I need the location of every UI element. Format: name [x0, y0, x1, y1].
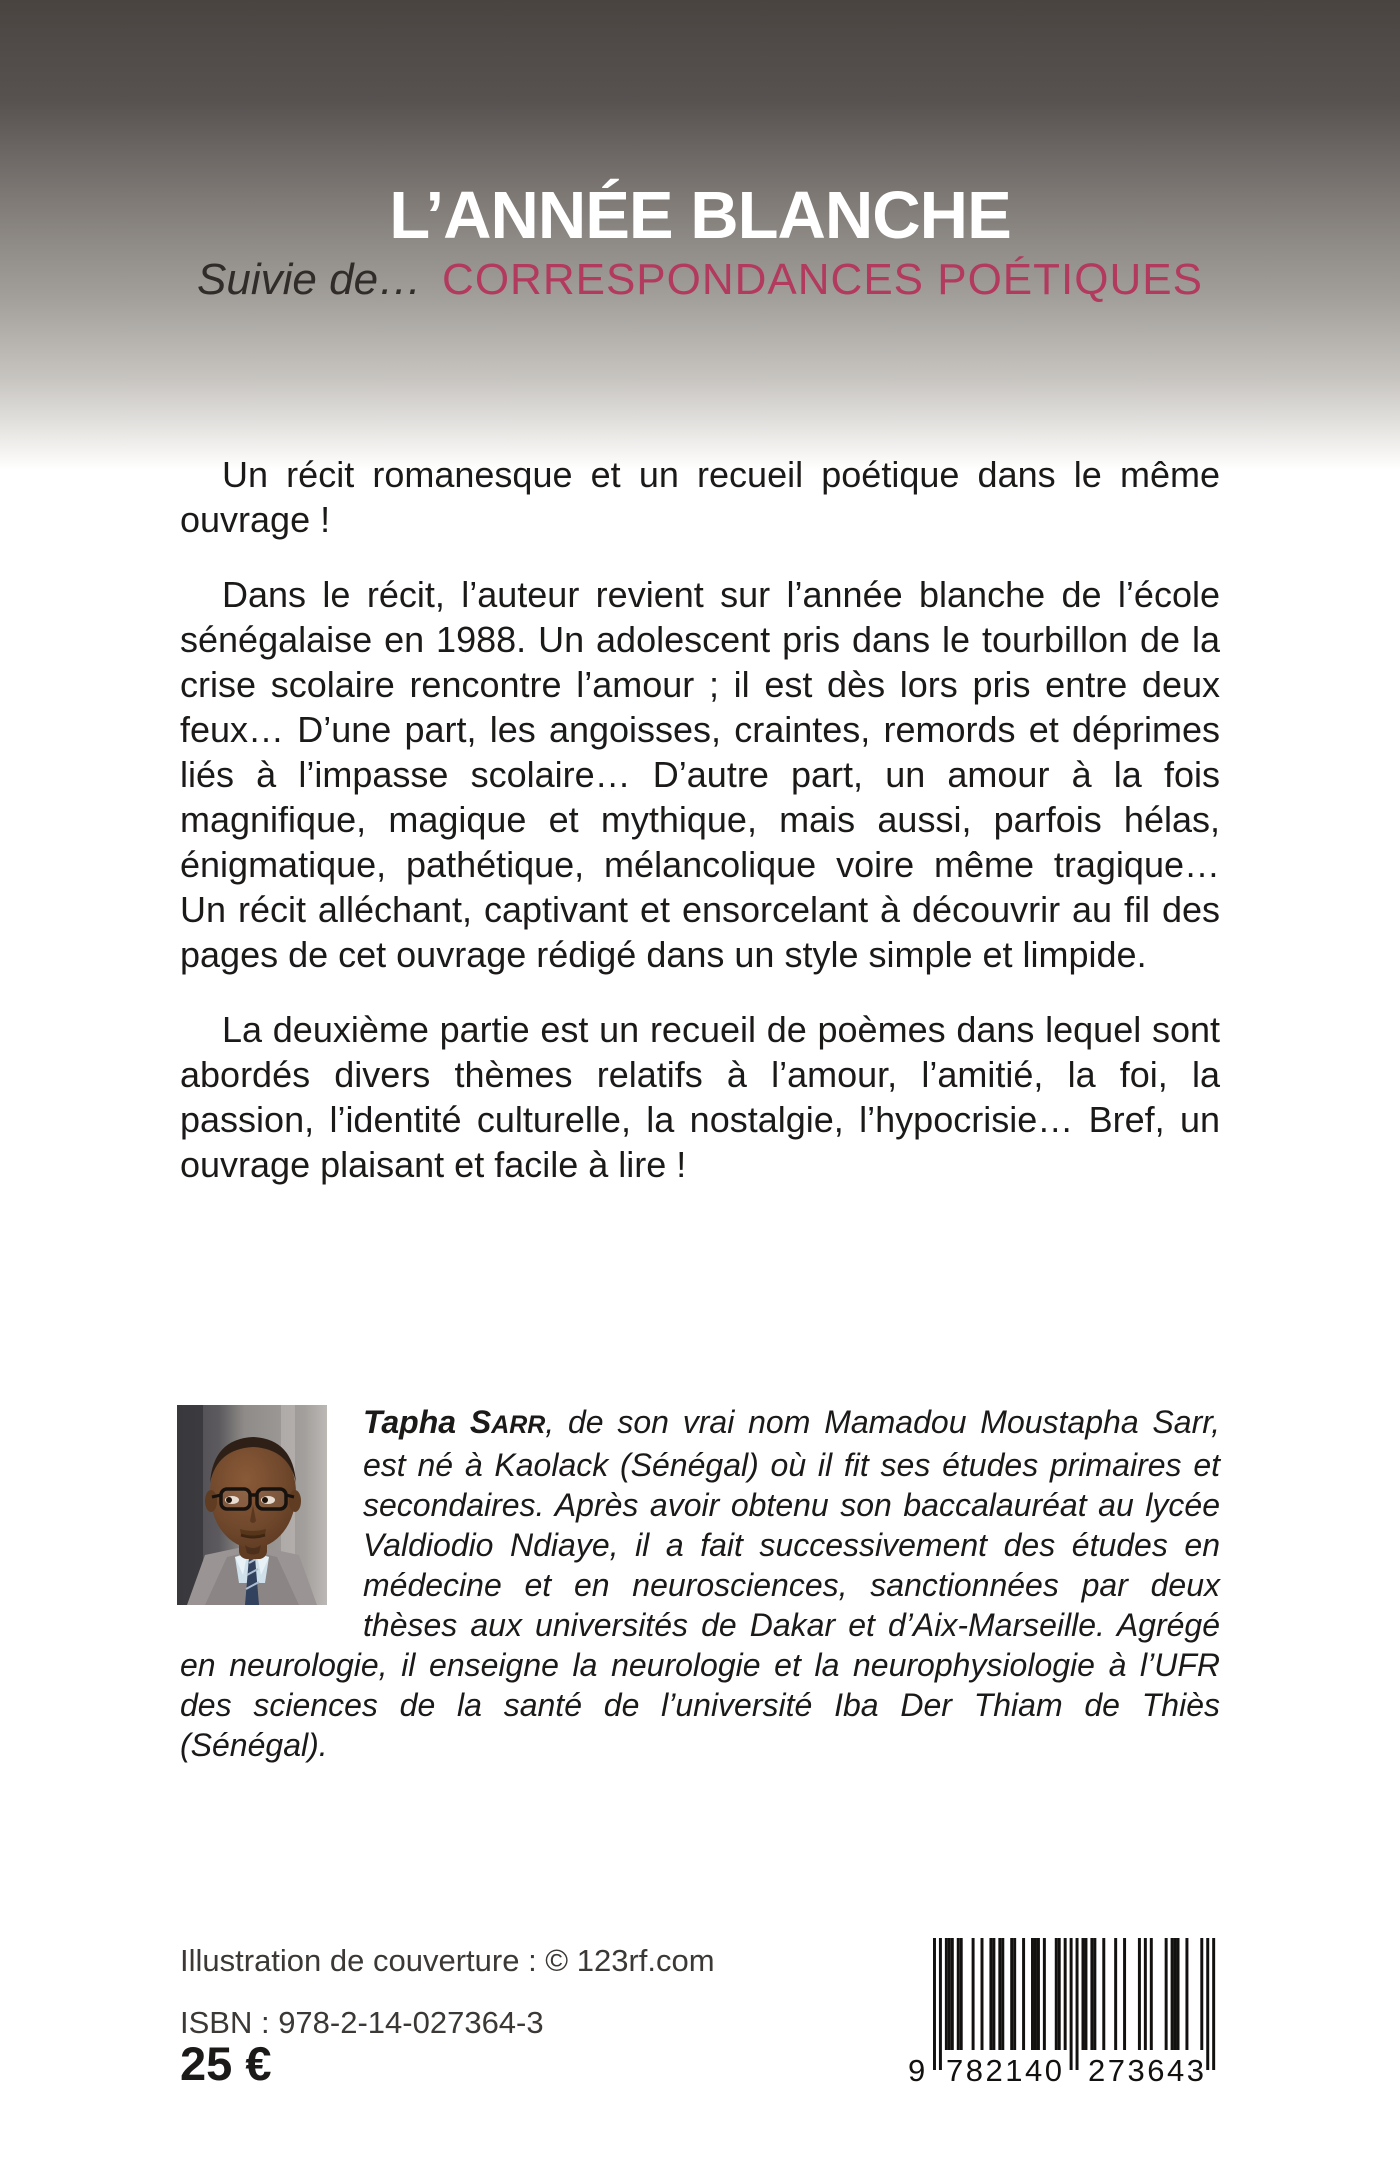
book-subtitle-prefix: Suivie de… [197, 255, 423, 304]
title-block [0, 180, 1400, 304]
synopsis-paragraph-3: La deuxième partie est un recueil de poèmes dans lequel sont abordés divers thèmes relatifs à l’amour, l’amitié, la foi, la passion, l’identité culturelle, la nostalgie, l’hypocrisie… Bref, un ouvrage plaisant et facile à lire ! [180, 1009, 1220, 1185]
author-bio-rest: , de son vrai nom Mamadou Moustapha Sarr, est né à Kaolack (Sénégal) où il fit ses études primaires et secondaires. Après avoir obtenu son baccalauréat au lycée Valdiodio Ndiaye, il a fait successivement des études en médecine et en neurosciences, sanctionnées par deux thèses aux universités de Dakar et d’Aix-Marseille. Agrégé en neurologie, il enseigne la neurologie et la neurophysiologie à l’UFR des sciences de la santé de l’université Iba Der Thiam de Thiès (Sénégal). [180, 1404, 1221, 1763]
svg-text:9: 9 [908, 2053, 926, 2086]
synopsis [180, 452, 1220, 1217]
synopsis-paragraph-2: Dans le récit, l’auteur revient sur l’année blanche de l’école sénégalaise en 1988. Un adolescent pris dans le tourbillon de la crise scolaire rencontre l’amour ; il est dès lors pris entre deux feux… D’une part, les angoisses, craintes, remords et déprimes liés à l’impasse scolaire… D’autre part, un amour à la fois magnifique, magique et mythique, mais aussi, parfois hélas, énigmatique, pathétique, mélancolique voire même tragique… Un récit alléchant, captivant et ensorcelant à découvrir au fil des pages de cet ouvrage rédigé dans un style simple et limpide. [180, 574, 1220, 975]
barcode [902, 1938, 1220, 2086]
illustration-credit: Illustration de couverture : © 123rf.com [180, 1943, 715, 1978]
author-photo [177, 1405, 327, 1605]
svg-text:273643: 273643 [1088, 2053, 1204, 2086]
book-subtitle-main: CORRESPONDANCES POÉTIQUES [442, 255, 1203, 304]
barcode-bars [902, 1938, 1220, 2086]
author-bio [180, 1402, 1220, 1765]
book-subtitle [0, 256, 1400, 304]
book-title: L’ANNÉE BLANCHE [389, 178, 1011, 253]
author-name: Tapha SARR [363, 1404, 546, 1440]
synopsis-paragraph-1: Un récit romanesque et un recueil poétique dans le même ouvrage ! [180, 454, 1220, 540]
price: 25 € [180, 2037, 272, 2090]
author-bio-text [180, 1402, 1220, 1765]
svg-text:782140: 782140 [946, 2053, 1062, 2086]
isbn: ISBN : 978-2-14-027364-3 [180, 2005, 544, 2040]
